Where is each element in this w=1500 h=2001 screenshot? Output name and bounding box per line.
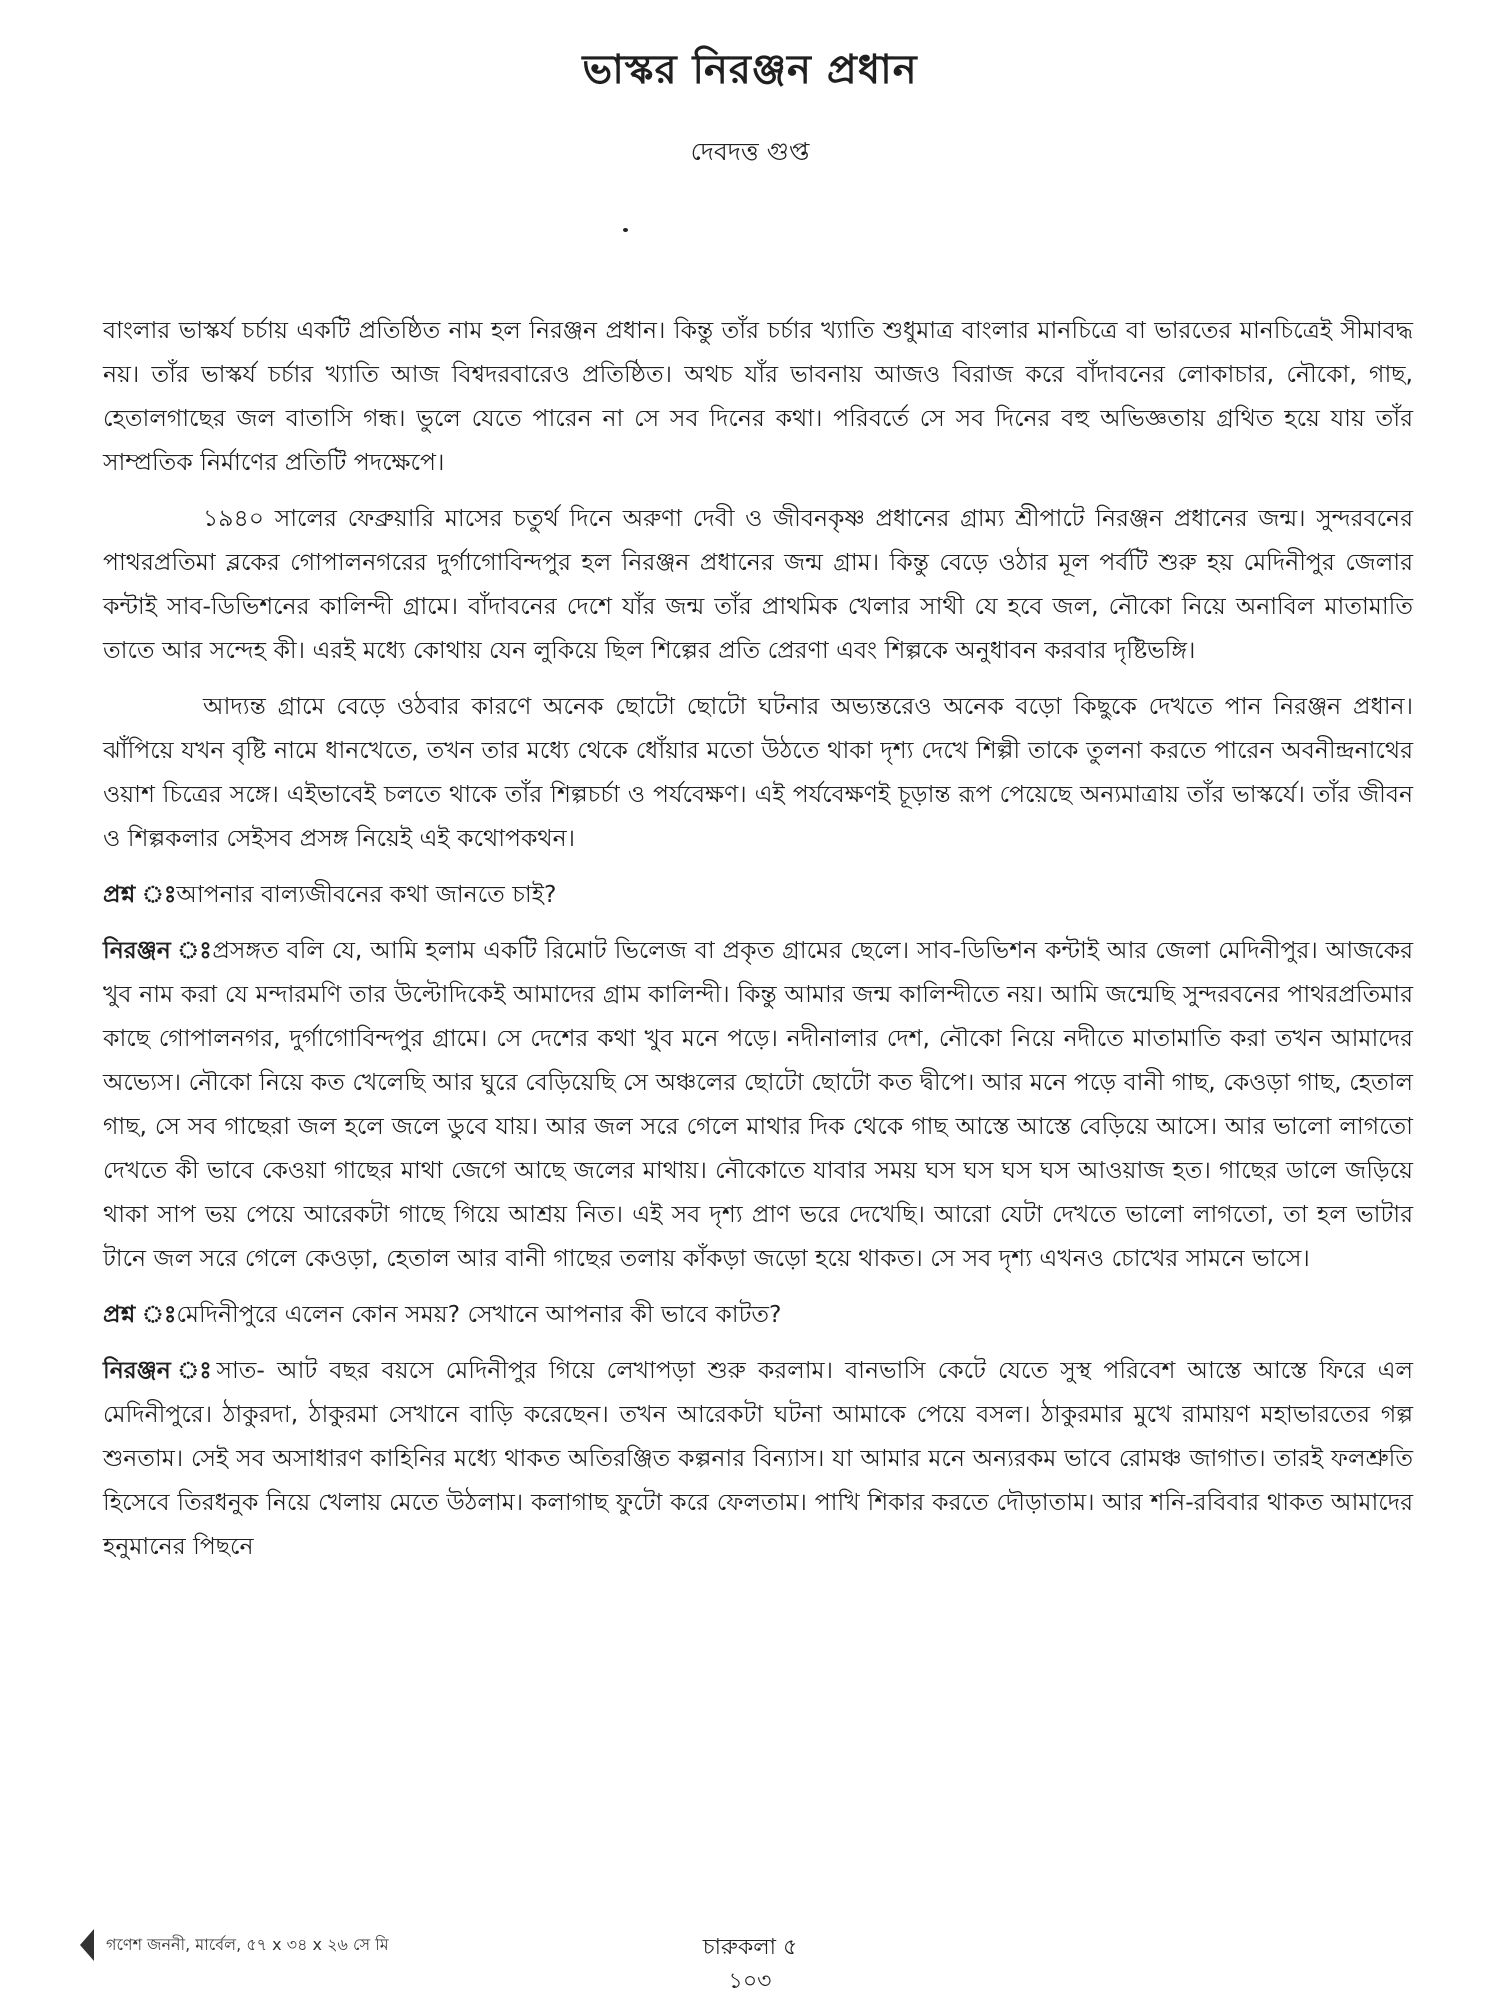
magazine-name: চারুকলা ৫ bbox=[702, 1935, 798, 1960]
interview-question bbox=[103, 872, 1413, 916]
page-number: ১০৩ bbox=[728, 1969, 772, 1994]
page-title: ভাস্কর নিরঞ্জন প্রধান bbox=[582, 47, 918, 93]
speaker-label: প্রশ্ন ঃ bbox=[103, 880, 177, 908]
answer-text: প্রসঙ্গত বলি যে, আমি হলাম একটি রিমোট ভিলেজ বা প্রকৃত গ্রামের ছেলে। সাব-ডিভিশন কন্টাই আর জেলা মেদিনীপুর। আজকের খুব নাম করা যে মন্দারমণি তার উল্টোদিকেই আমাদের গ্রাম কালিন্দী। কিন্তু আমার জন্ম কালিন্দীতে নয়। আমি জন্মেছি সুন্দরবনের পাথরপ্রতিমার কাছে গোপালনগর, দুর্গাগোবিন্দপুর গ্রামে। সে দেশের কথা খুব মনে পড়ে। নদীনালার দেশ, নৌকো নিয়ে নদীতে মাতামাতি করা তখন আমাদের অভ্যেস। নৌকো নিয়ে কত খেলেছি আর ঘুরে বেড়িয়েছি সে অঞ্চলের ছোটো ছোটো কত দ্বীপে। আর মনে পড়ে বানী গাছ, কেওড়া গাছ, হেতাল গাছ, সে সব গাছেরা জল হলে জলে ডুবে যায়। আর জল সরে গেলে মাথার দিক থেকে গাছ আস্তে আস্তে বেড়িয়ে আসে। আর ভালো লাগতো দেখতে কী ভাবে কেওয়া গাছের মাথা জেগে আছে জলের মাথায়। নৌকোতে যাবার সময় ঘস ঘস ঘস ঘস আওয়াজ হত। গাছের ডালে জড়িয়ে থাকা সাপ ভয় পেয়ে আরেকটা গাছে গিয়ে আশ্রয় নিত। এই সব দৃশ্য প্রাণ ভরে দেখেছি। আরো যেটা দেখতে ভালো লাগতো, তা হল ভাটার টানে জল সরে গেলে কেওড়া, হেতাল আর বানী গাছের তলায় কাঁকড়া জড়ো হয়ে থাকত। সে সব দৃশ্য এখনও চোখের সামনে ভাসে। bbox=[103, 936, 1413, 1272]
article-body bbox=[103, 308, 1413, 1580]
author-name: দেবদত্ত গুপ্ত bbox=[690, 137, 810, 166]
speaker-label: প্রশ্ন ঃ bbox=[103, 1300, 177, 1328]
birth-paragraph: ১৯৪০ সালের ফেব্রুয়ারি মাসের চতুর্থ দিনে অরুণা দেবী ও জীবনকৃষ্ণ প্রধানের গ্রাম্য শ্রীপাটে নিরঞ্জন প্রধানের জন্ম। সুন্দরবনের পাথরপ্রতিমা ব্লকের গোপালনগরের দুর্গাগোবিন্দপুর হল নিরঞ্জন প্রধানের জন্ম গ্রাম। কিন্তু বেড়ে ওঠার মূল পর্বটি শুরু হয় মেদিনীপুর জেলার কন্টাই সাব-ডিভিশনের কালিন্দী গ্রামে। বাঁদাবনের দেশে যাঁর জন্ম তাঁর প্রাথমিক খেলার সাথী যে হবে জল, নৌকো নিয়ে অনাবিল মাতামাতি তাতে আর সন্দেহ কী। এরই মধ্যে কোথায় যেন লুকিয়ে ছিল শিল্পের প্রতি প্রেরণা এবং শিল্পকে অনুধাবন করবার দৃষ্টিভঙ্গি। bbox=[103, 504, 1413, 664]
question-text: মেদিনীপুরে এলেন কোন সময়? সেখানে আপনার কী ভাবে কাটত? bbox=[176, 1300, 782, 1328]
intro-paragraph: বাংলার ভাস্কর্য চর্চায় একটি প্রতিষ্ঠিত নাম হল নিরঞ্জন প্রধান। কিন্তু তাঁর চর্চার খ্যাতি শুধুমাত্র বাংলার মানচিত্রে বা ভারতের মানচিত্রেই সীমাবদ্ধ নয়। তাঁর ভাস্কর্য চর্চার খ্যাতি আজ বিশ্বদরবারেও প্রতিষ্ঠিত। অথচ যাঁর ভাবনায় আজও বিরাজ করে বাঁদাবনের লোকাচার, নৌকো, গাছ, হেতালগাছের জল বাতাসি গন্ধ। ভুলে যেতে পারেন না সে সব দিনের কথা। পরিবর্তে সে সব দিনের বহু অভিজ্ঞতায় গ্রথিত হয়ে যায় তাঁর সাম্প্রতিক নির্মাণের প্রতিটি পদক্ষেপে। bbox=[103, 316, 1413, 476]
interview-question bbox=[103, 1292, 1413, 1336]
speaker-label: নিরঞ্জন ঃ bbox=[103, 1356, 217, 1384]
ink-speck bbox=[623, 228, 628, 232]
interview-answer bbox=[103, 1348, 1413, 1568]
figure-caption-text: গণেশ জননী, মার্বেল, ৫৭ x ৩৪ x ২৬ সে মি bbox=[106, 1934, 389, 1954]
question-text: আপনার বাল্যজীবনের কথা জানতে চাই? bbox=[176, 880, 557, 908]
village-paragraph: আদ্যন্ত গ্রামে বেড়ে ওঠবার কারণে অনেক ছোটো ছোটো ঘটনার অভ্যন্তরেও অনেক বড়ো কিছুকে দেখতে পান নিরঞ্জন প্রধান। ঝাঁপিয়ে যখন বৃষ্টি নামে ধানখেতে, তখন তার মধ্যে থেকে ধোঁয়ার মতো উঠতে থাকা দৃশ্য দেখে শিল্পী তাকে তুলনা করতে পারেন অবনীন্দ্রনাথের ওয়াশ চিত্রের সঙ্গে। এইভাবেই চলতে থাকে তাঁর শিল্পচর্চা ও পর্যবেক্ষণ। এই পর্যবেক্ষণই চূড়ান্ত রূপ পেয়েছে অন্যমাত্রায় তাঁর ভাস্কর্যে। তাঁর জীবন ও শিল্পকলার সেইসব প্রসঙ্গ নিয়েই এই কথোপকথন। bbox=[103, 692, 1413, 852]
speaker-label: নিরঞ্জন ঃ bbox=[103, 936, 213, 964]
answer-text: সাত- আট বছর বয়সে মেদিনীপুর গিয়ে লেখাপড়া শুরু করলাম। বানভাসি কেটে যেতে সুস্থ পরিবেশ আস্তে আস্তে ফিরে এল মেদিনীপুরে। ঠাকুরদা, ঠাকুরমা সেখানে বাড়ি করেছেন। তখন আরেকটা ঘটনা আমাকে পেয়ে বসল। ঠাকুরমার মুখে রামায়ণ মহাভারতের গল্প শুনতাম। সেই সব অসাধারণ কাহিনির মধ্যে থাকত অতিরঞ্জিত কল্পনার বিন্যাস। যা আমার মনে অন্যরকম ভাবে রোমঞ্চ জাগাত। তারই ফলশ্রুতি হিসেবে তিরধনুক নিয়ে খেলায় মেতে উঠলাম। কলাগাছ ফুটো করে ফেলতাম। পাখি শিকার করতে দৌড়াতাম। আর শনি-রবিবার থাকত আমাদের হনুমানের পিছনে bbox=[103, 1356, 1413, 1560]
interview-answer bbox=[103, 928, 1413, 1280]
